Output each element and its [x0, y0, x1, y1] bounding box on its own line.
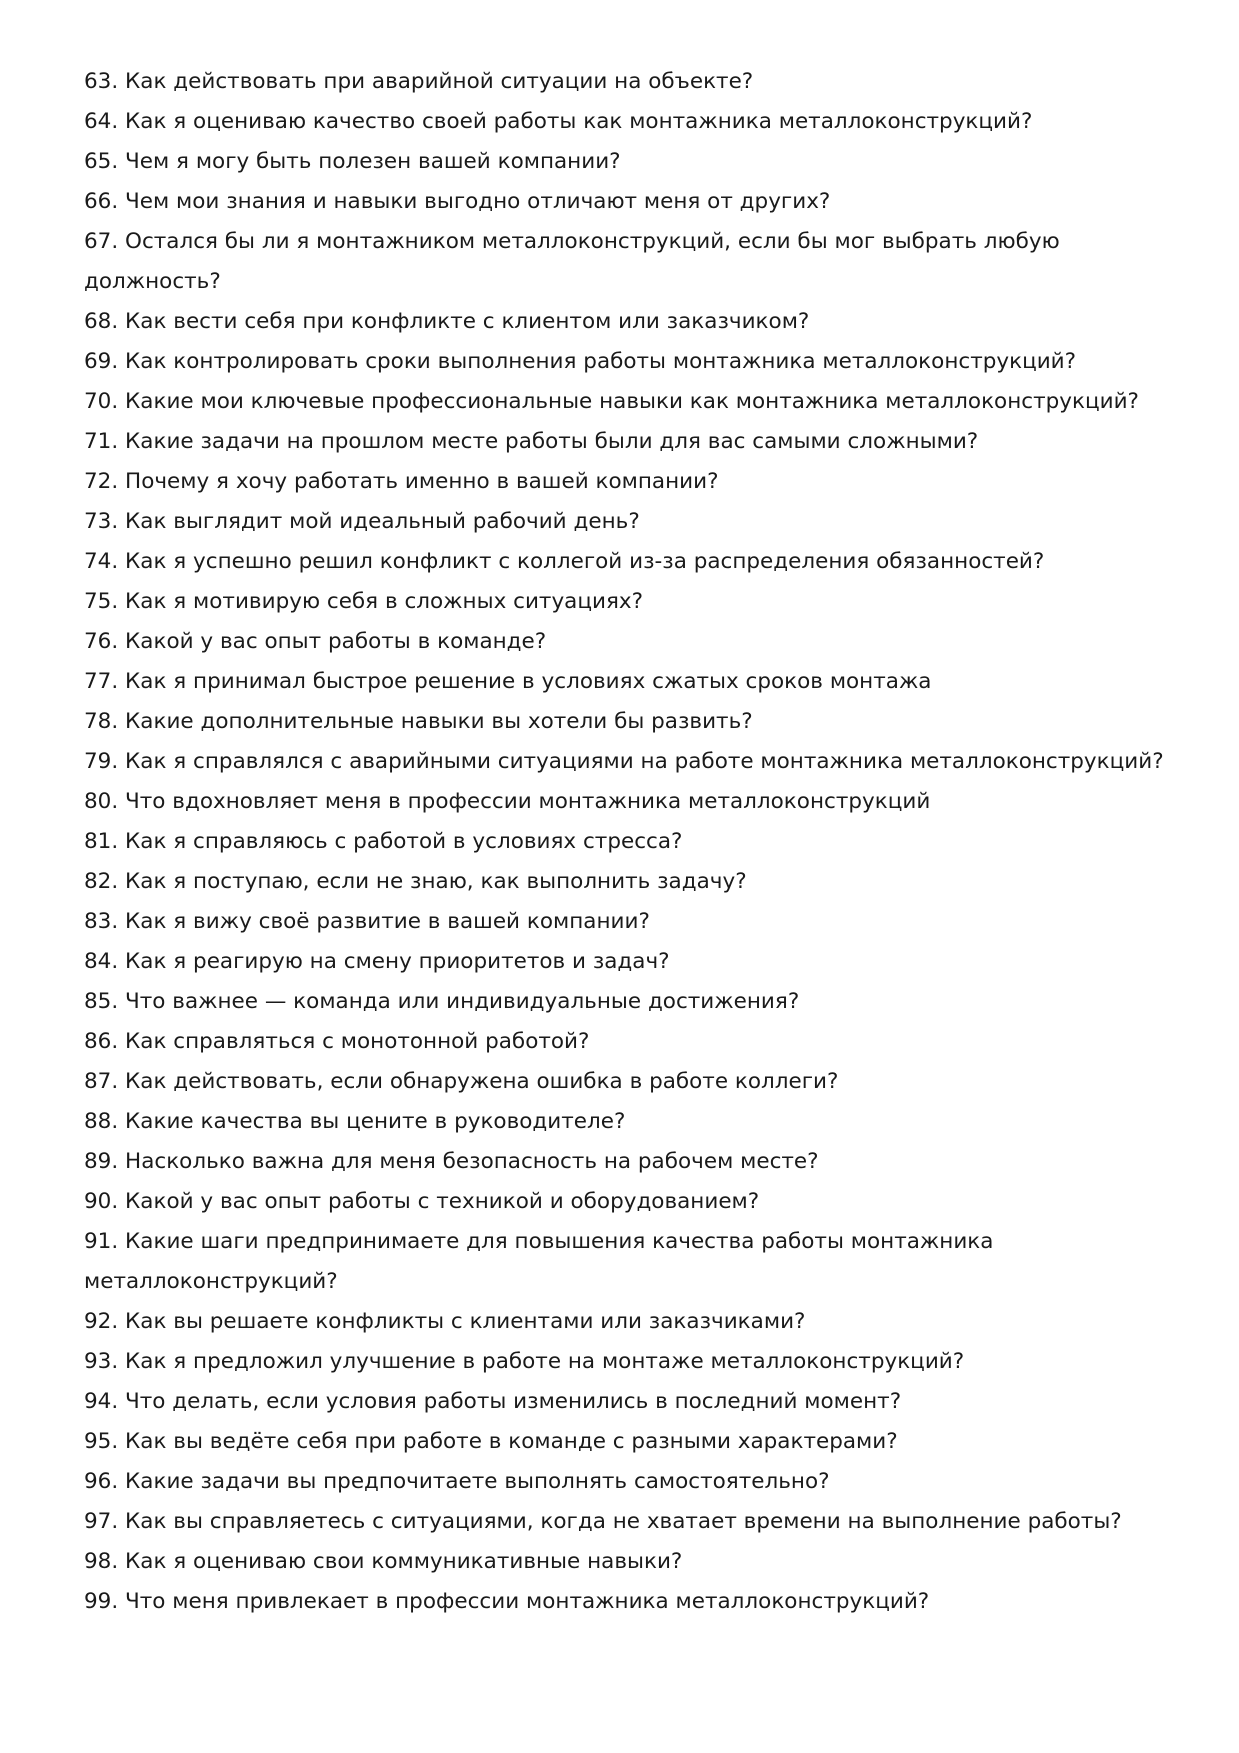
question-item: 88. Какие качества вы цените в руководителе?	[84, 1109, 626, 1134]
question-item: 98. Как я оцениваю свои коммуникативные навыки?	[84, 1549, 683, 1574]
question-item: 75. Как я мотивирую себя в сложных ситуациях?	[84, 589, 644, 614]
question-item: 97. Как вы справляетесь с ситуациями, когда не хватает времени на выполнение работы?	[84, 1509, 1122, 1534]
question-item: 74. Как я успешно решил конфликт с коллегой из-за распределения обязанностей?	[84, 549, 1045, 574]
question-item: 72. Почему я хочу работать именно в вашей компании?	[84, 469, 719, 494]
question-item: 64. Как я оцениваю качество своей работы как монтажника металлоконструкций?	[84, 109, 1033, 134]
question-item: 63. Как действовать при аварийной ситуации на объекте?	[84, 69, 754, 94]
question-item: 73. Как выглядит мой идеальный рабочий день?	[84, 509, 640, 534]
question-item: 95. Как вы ведёте себя при работе в команде с разными характерами?	[84, 1429, 898, 1454]
question-item: 67. Остался бы ли я монтажником металлоконструкций, если бы мог выбрать любую должность?	[84, 229, 1060, 294]
question-item: 77. Как я принимал быстрое решение в условиях сжатых сроков монтажа	[84, 669, 932, 694]
question-item: 90. Какой у вас опыт работы с техникой и оборудованием?	[84, 1189, 760, 1214]
question-item: 66. Чем мои знания и навыки выгодно отличают меня от других?	[84, 189, 831, 214]
question-item: 69. Как контролировать сроки выполнения работы монтажника металлоконструкций?	[84, 349, 1077, 374]
question-item: 76. Какой у вас опыт работы в команде?	[84, 629, 547, 654]
question-item: 93. Как я предложил улучшение в работе на монтаже металлоконструкций?	[84, 1349, 965, 1374]
question-item: 86. Как справляться с монотонной работой?	[84, 1029, 590, 1054]
question-item: 92. Как вы решаете конфликты с клиентами или заказчиками?	[84, 1309, 806, 1334]
question-item: 89. Насколько важна для меня безопасность на рабочем месте?	[84, 1149, 819, 1174]
question-item: 78. Какие дополнительные навыки вы хотели бы развить?	[84, 709, 753, 734]
question-item: 94. Что делать, если условия работы изменились в последний момент?	[84, 1389, 902, 1414]
question-item: 68. Как вести себя при конфликте с клиентом или заказчиком?	[84, 309, 810, 334]
question-item: 83. Как я вижу своё развитие в вашей компании?	[84, 909, 650, 934]
question-item: 71. Какие задачи на прошлом месте работы были для вас самыми сложными?	[84, 429, 979, 454]
question-item: 96. Какие задачи вы предпочитаете выполнять самостоятельно?	[84, 1469, 830, 1494]
question-item: 81. Как я справляюсь с работой в условиях стресса?	[84, 829, 683, 854]
question-item: 84. Как я реагирую на смену приоритетов и задач?	[84, 949, 670, 974]
question-item: 82. Как я поступаю, если не знаю, как выполнить задачу?	[84, 869, 747, 894]
question-list	[84, 62, 1164, 1622]
question-item: 91. Какие шаги предпринимаете для повышения качества работы монтажника металлоконструкций?	[84, 1229, 994, 1294]
question-item: 87. Как действовать, если обнаружена ошибка в работе коллеги?	[84, 1069, 839, 1094]
question-item: 80. Что вдохновляет меня в профессии монтажника металлоконструкций	[84, 789, 931, 814]
question-item: 70. Какие мои ключевые профессиональные навыки как монтажника металлоконструкций?	[84, 389, 1139, 414]
question-item: 79. Как я справлялся с аварийными ситуациями на работе монтажника металлоконструкций?	[84, 749, 1164, 774]
question-item: 99. Что меня привлекает в профессии монтажника металлоконструкций?	[84, 1589, 930, 1614]
question-item: 65. Чем я могу быть полезен вашей компании?	[84, 149, 621, 174]
question-item: 85. Что важнее — команда или индивидуальные достижения?	[84, 989, 800, 1014]
